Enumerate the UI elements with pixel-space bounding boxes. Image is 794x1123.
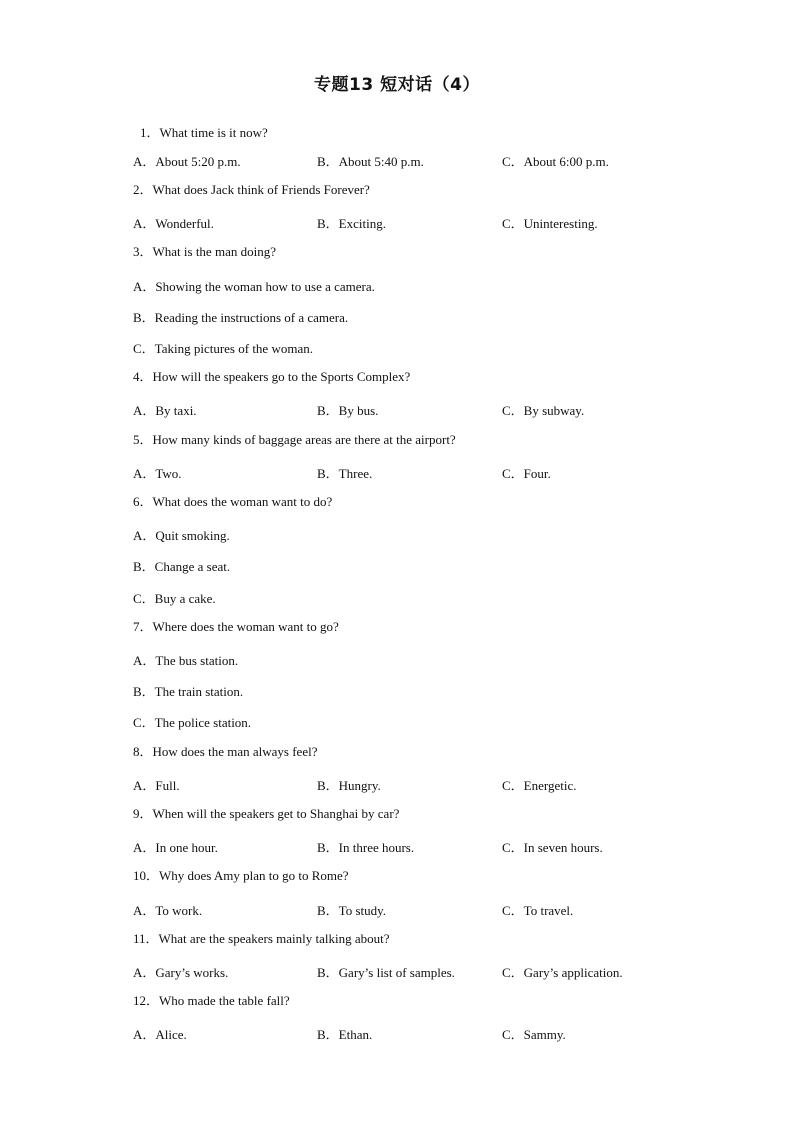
q4-option-a: A．By taxi. <box>133 403 197 418</box>
q10-option-a: A．To work. <box>133 903 203 918</box>
question-9: 9．When will the speakers get to Shanghai by car? <box>133 806 400 821</box>
question-8: 8．How does the man always feel? <box>133 744 318 759</box>
q2-option-c: C．Uninteresting. <box>502 216 598 231</box>
q7-option-c: C．The police station. <box>133 715 252 730</box>
q12-option-b: B．Ethan. <box>317 1027 373 1042</box>
q9-option-a: A．In one hour. <box>133 840 218 855</box>
q10-option-b: B．To study. <box>317 903 387 918</box>
q6-option-b: B．Change a seat. <box>133 559 231 574</box>
q11-option-c: C．Gary’s application. <box>502 965 623 980</box>
q3-option-b: B．Reading the instructions of a camera. <box>133 310 349 325</box>
q8-option-b: B．Hungry. <box>317 778 381 793</box>
q8-option-a: A．Full. <box>133 778 180 793</box>
question-1: 1．What time is it now? <box>140 125 268 140</box>
q1-option-a: A．About 5:20 p.m. <box>133 154 241 169</box>
question-5: 5．How many kinds of baggage areas are there at the airport? <box>133 432 456 447</box>
q12-option-c: C．Sammy. <box>502 1027 566 1042</box>
q4-option-b: B．By bus. <box>317 403 379 418</box>
q5-option-c: C．Four. <box>502 466 551 481</box>
q11-option-b: B．Gary’s list of samples. <box>317 965 455 980</box>
q1-option-c: C．About 6:00 p.m. <box>502 154 609 169</box>
question-4: 4．How will the speakers go to the Sports Complex? <box>133 369 411 384</box>
q4-option-c: C．By subway. <box>502 403 585 418</box>
question-2: 2．What does Jack think of Friends Forever? <box>133 182 370 197</box>
q11-option-a: A．Gary’s works. <box>133 965 229 980</box>
q9-option-c: C．In seven hours. <box>502 840 603 855</box>
page-title: 专题13 短对话（4） <box>314 75 480 95</box>
question-7: 7．Where does the woman want to go? <box>133 619 339 634</box>
question-10: 10．Why does Amy plan to go to Rome? <box>133 868 349 883</box>
question-6: 6．What does the woman want to do? <box>133 494 333 509</box>
q6-option-c: C．Buy a cake. <box>133 591 216 606</box>
q7-option-b: B．The train station. <box>133 684 244 699</box>
q1-option-b: B．About 5:40 p.m. <box>317 154 424 169</box>
question-12: 12．Who made the table fall? <box>133 993 290 1008</box>
q10-option-c: C．To travel. <box>502 903 574 918</box>
question-3: 3．What is the man doing? <box>133 244 276 259</box>
q3-option-c: C．Taking pictures of the woman. <box>133 341 313 356</box>
q2-option-b: B．Exciting. <box>317 216 386 231</box>
q5-option-a: A．Two. <box>133 466 182 481</box>
q7-option-a: A．The bus station. <box>133 653 239 668</box>
q5-option-b: B．Three. <box>317 466 373 481</box>
question-11: 11．What are the speakers mainly talking about? <box>133 931 390 946</box>
q2-option-a: A．Wonderful. <box>133 216 214 231</box>
q8-option-c: C．Energetic. <box>502 778 577 793</box>
q12-option-a: A．Alice. <box>133 1027 187 1042</box>
q3-option-a: A．Showing the woman how to use a camera. <box>133 279 375 294</box>
q6-option-a: A．Quit smoking. <box>133 528 230 543</box>
q9-option-b: B．In three hours. <box>317 840 415 855</box>
